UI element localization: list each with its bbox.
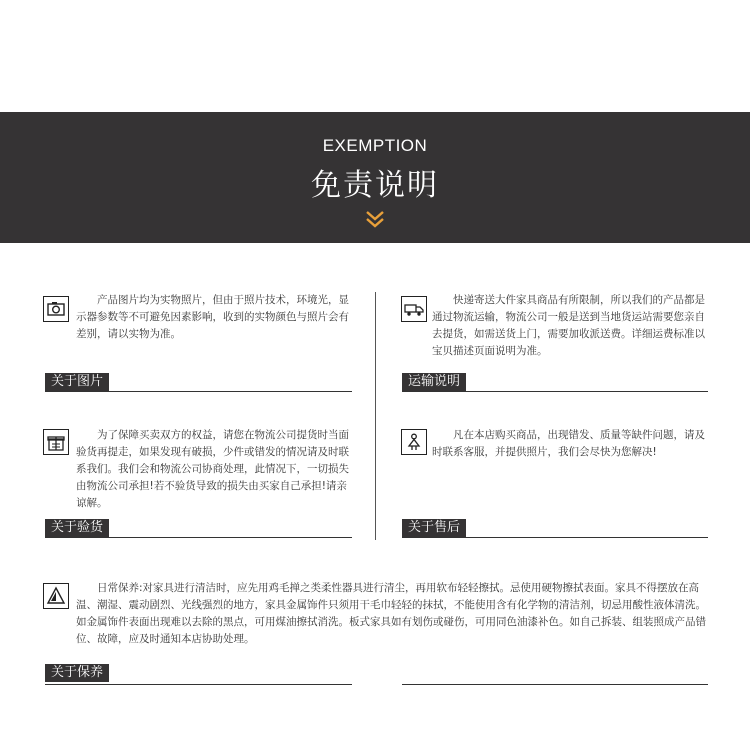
title-en: EXEMPTION [322, 136, 428, 155]
header-banner [0, 112, 750, 243]
maintenance-text: 日常保养:对家具进行清洁时，应先用鸡毛掸之类柔性器具进行清尘，再用软布轻轻擦拭。忌使用硬物擦拭表面。家具不得摆放在高温、潮湿、震动剧烈、光线强烈的地方，家具金属饰件只须用干毛巾轻轻的抹拭，不能使用含有化学物的清洁剂，切忌用酸性液体清洗。如金属饰件表面出现难以去除的黑点，可用煤油擦拭消洗。板式家具如有划伤或碰伤，可用同色油漆补色。如自己拆装、组装照成产品错位、故障，应及时通知本店协助处理。 [76, 582, 706, 645]
aftersales-underline [402, 537, 708, 538]
inspection-text: 为了保障买卖双方的权益，请您在物流公司提货时当面验货再提走，如果发现有破损，少件或错发的情况请及时联系我们。我们会和物流公司协商处理，此情况下，一切损失由物流公司承担!若不验货导致的损失由买家自己承担!请亲谅解。 [76, 429, 349, 509]
photos-tag: 关于图片 [45, 373, 109, 391]
shipping-tag: 运输说明 [402, 373, 466, 391]
shipping-text: 快递寄送大件家具商品有所限制，所以我们的产品都是通过物流运输，物流公司一般是送到当地货运站需要您亲自去提货，如需送货上门，需要加收派送费。详细运费标准以宝贝描述页面说明为准。 [432, 294, 705, 357]
person-icon [401, 429, 427, 455]
double-chevron-down-icon [364, 210, 386, 228]
truck-icon [401, 296, 427, 322]
warning-icon [43, 583, 69, 609]
package-icon [43, 429, 69, 455]
aftersales-tag: 关于售后 [402, 519, 466, 537]
camera-icon [43, 296, 69, 322]
maintenance-underline-right [402, 684, 708, 685]
center-divider [375, 292, 376, 540]
photos-text: 产品图片均为实物照片，但由于照片技术，环境光，显示器参数等不可避免因素影响，收到的实物颜色与照片会有差别，请以实物为准。 [76, 294, 349, 340]
inspection-underline [45, 537, 352, 538]
photos-underline [45, 391, 352, 392]
title-cn: 免责说明 [311, 168, 439, 203]
maintenance-underline [45, 684, 352, 685]
aftersales-text: 凡在本店购买商品，出现错发、质量等缺件问题，请及时联系客服，并提供照片，我们会尽快为您解决! [432, 429, 705, 458]
maintenance-tag: 关于保养 [45, 664, 109, 682]
shipping-underline [402, 391, 708, 392]
inspection-tag: 关于验货 [45, 519, 109, 537]
